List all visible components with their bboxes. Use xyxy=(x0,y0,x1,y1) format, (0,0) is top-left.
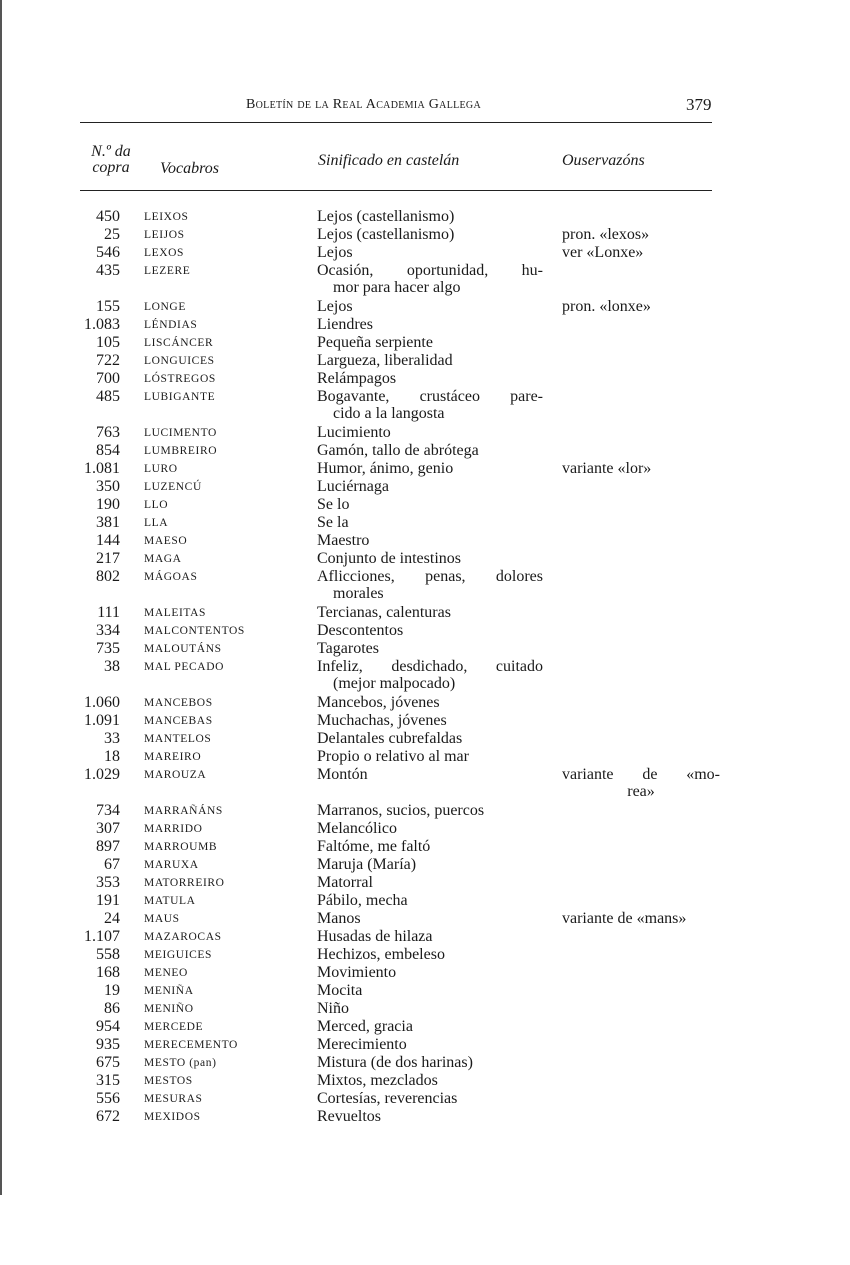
observation-text: variante de «mo- xyxy=(562,766,720,783)
meaning-text: Infeliz, desdichado, cuitado xyxy=(317,658,543,675)
meaning-cell xyxy=(317,334,543,351)
vocabulary-word: MESTOS xyxy=(144,1075,193,1087)
vocabulary-word: MEXIDOS xyxy=(144,1111,201,1123)
vocabulary-word: MANTELOS xyxy=(144,733,212,745)
meaning-cell xyxy=(317,226,543,243)
copra-number: 763 xyxy=(96,424,120,441)
vocabulary-word: LLO xyxy=(144,499,169,511)
vocabulary-word: MAGA xyxy=(144,553,182,565)
copra-number: 954 xyxy=(96,1018,120,1035)
copra-number: 1.060 xyxy=(84,694,120,711)
vocabulary-word: MALOUTÁNS xyxy=(144,643,222,655)
copra-number: 700 xyxy=(96,370,120,387)
table-row xyxy=(0,532,850,550)
meaning-text: Largueza, liberalidad xyxy=(317,352,453,369)
meaning-cell xyxy=(317,748,543,765)
copra-number: 315 xyxy=(96,1072,120,1089)
observation-text: variante «lor» xyxy=(562,460,652,477)
vocabulary-word: LUCIMENTO xyxy=(144,427,217,439)
meaning-text: Merced, gracia xyxy=(317,1018,413,1035)
vocabulary-word: MAROUZA xyxy=(144,769,207,781)
meaning-cell xyxy=(317,622,543,639)
meaning-text: Revueltos xyxy=(317,1108,381,1125)
table-row xyxy=(0,928,850,946)
meaning-text: Mocita xyxy=(317,982,363,999)
meaning-cell xyxy=(317,1036,543,1053)
table-row xyxy=(0,316,850,334)
copra-number: 802 xyxy=(96,568,120,585)
meaning-cell xyxy=(317,604,543,621)
copra-number: 897 xyxy=(96,838,120,855)
meaning-cell xyxy=(317,262,543,296)
copra-number: 854 xyxy=(96,442,120,459)
copra-number: 105 xyxy=(96,334,120,351)
table-row xyxy=(0,568,850,604)
table-row xyxy=(0,262,850,298)
meaning-text: Delantales cubrefaldas xyxy=(317,730,463,747)
meaning-cell xyxy=(317,766,543,783)
vocabulary-word: LISCÁNCER xyxy=(144,337,214,349)
meaning-cell xyxy=(317,802,543,819)
copra-number: 67 xyxy=(104,856,120,873)
meaning-cell xyxy=(317,478,543,495)
meaning-text: Tercianas, calenturas xyxy=(317,604,451,621)
table-row xyxy=(0,712,850,730)
table-row xyxy=(0,352,850,370)
meaning-cell xyxy=(317,532,543,549)
meaning-cell xyxy=(317,460,543,477)
observation-cell xyxy=(562,910,720,927)
meaning-text: Mancebos, jóvenes xyxy=(317,694,440,711)
meaning-text: Ocasión, oportunidad, hu- xyxy=(317,262,543,279)
meaning-text: Propio o relativo al mar xyxy=(317,748,469,765)
meaning-text: Montón xyxy=(317,766,368,783)
meaning-text: Tagarotes xyxy=(317,640,379,657)
table-row xyxy=(0,802,850,820)
meaning-text: Merecimiento xyxy=(317,1036,407,1053)
observation-cell xyxy=(562,766,720,800)
meaning-text: Luciérnaga xyxy=(317,478,389,495)
copra-number: 24 xyxy=(104,910,120,927)
observation-text-continued: rea» xyxy=(627,783,655,800)
copra-number: 353 xyxy=(96,874,120,891)
table-row xyxy=(0,748,850,766)
copra-number: 734 xyxy=(96,802,120,819)
observation-text: variante de «mans» xyxy=(562,910,687,927)
meaning-cell xyxy=(317,1090,543,1107)
meaning-text: Manos xyxy=(317,910,361,927)
table-row xyxy=(0,1072,850,1090)
meaning-text: Matorral xyxy=(317,874,373,891)
meaning-cell xyxy=(317,208,543,225)
meaning-cell xyxy=(317,946,543,963)
meaning-text-continued: mor para hacer algo xyxy=(333,279,461,296)
meaning-text-continued: (mejor malpocado) xyxy=(333,675,456,692)
table-row xyxy=(0,424,850,442)
meaning-text-continued: morales xyxy=(333,585,384,602)
copra-number: 191 xyxy=(96,892,120,909)
meaning-cell xyxy=(317,964,543,981)
meaning-cell xyxy=(317,550,543,567)
meaning-text: Maruja (María) xyxy=(317,856,417,873)
vocabulary-word: MAESO xyxy=(144,535,188,547)
vocabulary-word: LURO xyxy=(144,463,178,475)
vocabulary-word: MANCEBOS xyxy=(144,697,213,709)
vocabulary-word: MATORREIRO xyxy=(144,877,225,889)
observation-cell xyxy=(562,460,720,477)
meaning-cell xyxy=(317,1108,543,1125)
table-row xyxy=(0,1036,850,1054)
table-row xyxy=(0,874,850,892)
table-row xyxy=(0,658,850,694)
copra-number: 155 xyxy=(96,298,120,315)
copra-number: 25 xyxy=(104,226,120,243)
vocabulary-word: LEXOS xyxy=(144,247,185,259)
vocabulary-word: MANCEBAS xyxy=(144,715,213,727)
copra-number: 19 xyxy=(104,982,120,999)
meaning-text: Bogavante, crustáceo pare- xyxy=(317,388,543,405)
meaning-text: Se la xyxy=(317,514,349,531)
table-row xyxy=(0,1108,850,1126)
copra-number: 935 xyxy=(96,1036,120,1053)
table-row xyxy=(0,370,850,388)
vocabulary-word: MARRIDO xyxy=(144,823,203,835)
meaning-text: Muchachas, jóvenes xyxy=(317,712,447,729)
meaning-cell xyxy=(317,1072,543,1089)
vocabulary-word: LLA xyxy=(144,517,169,529)
vocabulary-word: LONGUICES xyxy=(144,355,215,367)
meaning-text: Mistura (de dos harinas) xyxy=(317,1054,473,1071)
meaning-text-continued: cido a la langosta xyxy=(333,405,445,422)
meaning-cell xyxy=(317,892,543,909)
meaning-text: Faltóme, me faltó xyxy=(317,838,431,855)
copra-number: 558 xyxy=(96,946,120,963)
meaning-text: Aflicciones, penas, dolores xyxy=(317,568,543,585)
meaning-text: Gamón, tallo de abrótega xyxy=(317,442,479,459)
table-row xyxy=(0,820,850,838)
vocabulary-word: LEZERE xyxy=(144,265,191,277)
meaning-text: Lejos (castellanismo) xyxy=(317,208,455,225)
vocabulary-word: LONGE xyxy=(144,301,186,313)
copra-number: 350 xyxy=(96,478,120,495)
table-row xyxy=(0,766,850,802)
meaning-cell xyxy=(317,298,543,315)
table-row xyxy=(0,208,850,226)
copra-number: 190 xyxy=(96,496,120,513)
meaning-text: Pequeña serpiente xyxy=(317,334,433,351)
table-row xyxy=(0,838,850,856)
meaning-text: Husadas de hilaza xyxy=(317,928,433,945)
vocabulary-word: LUZENCÚ xyxy=(144,481,202,493)
meaning-text: Lejos xyxy=(317,244,353,261)
vocabulary-word: MALEITAS xyxy=(144,607,207,619)
column-header-number xyxy=(86,144,136,176)
meaning-cell xyxy=(317,370,543,387)
copra-number: 546 xyxy=(96,244,120,261)
table-row xyxy=(0,298,850,316)
meaning-cell xyxy=(317,874,543,891)
page-number: 379 xyxy=(686,95,712,114)
copra-number: 217 xyxy=(96,550,120,567)
table-row xyxy=(0,910,850,928)
vocabulary-word: MARUXA xyxy=(144,859,199,871)
table-row xyxy=(0,244,850,262)
copra-number: 168 xyxy=(96,964,120,981)
meaning-cell xyxy=(317,694,543,711)
meaning-cell xyxy=(317,928,543,945)
vocabulary-word: MAREIRO xyxy=(144,751,202,763)
table-row xyxy=(0,550,850,568)
meaning-cell xyxy=(317,1000,543,1017)
table-row xyxy=(0,496,850,514)
vocabulary-word: LUMBREIRO xyxy=(144,445,218,457)
vocabulary-word: LÓSTREGOS xyxy=(144,373,216,385)
vocabulary-word: MEIGUICES xyxy=(144,949,213,961)
copra-number: 450 xyxy=(96,208,120,225)
meaning-cell xyxy=(317,514,543,531)
copra-number: 334 xyxy=(96,622,120,639)
meaning-text: Marranos, sucios, puercos xyxy=(317,802,485,819)
table-row xyxy=(0,460,850,478)
meaning-cell xyxy=(317,712,543,729)
meaning-cell xyxy=(317,856,543,873)
meaning-text: Mixtos, mezclados xyxy=(317,1072,438,1089)
vocabulary-word: MAUS xyxy=(144,913,180,925)
copra-number: 1.107 xyxy=(84,928,120,945)
table-row xyxy=(0,640,850,658)
copra-number: 86 xyxy=(104,1000,120,1017)
vocabulary-word: MERECEMENTO xyxy=(144,1039,238,1051)
copra-number: 722 xyxy=(96,352,120,369)
meaning-cell xyxy=(317,244,543,261)
meaning-text: Hechizos, embeleso xyxy=(317,946,445,963)
meaning-cell xyxy=(317,442,543,459)
table-row xyxy=(0,694,850,712)
column-header-number-line1: N.º da xyxy=(91,143,131,160)
meaning-cell xyxy=(317,1018,543,1035)
copra-number: 38 xyxy=(104,658,120,675)
table-row xyxy=(0,1054,850,1072)
meaning-text: Conjunto de intestinos xyxy=(317,550,461,567)
meaning-cell xyxy=(317,496,543,513)
observation-cell xyxy=(562,298,720,315)
table-row xyxy=(0,442,850,460)
meaning-cell xyxy=(317,982,543,999)
copra-number: 735 xyxy=(96,640,120,657)
running-head: Boletín de la Real Academia Gallega xyxy=(246,97,481,112)
meaning-text: Liendres xyxy=(317,316,373,333)
table-row xyxy=(0,226,850,244)
copra-number: 381 xyxy=(96,514,120,531)
meaning-cell xyxy=(317,838,543,855)
copra-number: 1.091 xyxy=(84,712,120,729)
meaning-cell xyxy=(317,316,543,333)
vocabulary-word: MATULA xyxy=(144,895,196,907)
vocabulary-word: MENEO xyxy=(144,967,188,979)
header-rule xyxy=(80,122,712,123)
table-row xyxy=(0,892,850,910)
meaning-text: Se lo xyxy=(317,496,350,513)
meaning-text: Lejos xyxy=(317,298,353,315)
column-header-number-line2: copra xyxy=(92,159,130,176)
vocabulary-word: MENIÑA xyxy=(144,985,194,997)
meaning-text: Melancólico xyxy=(317,820,397,837)
vocabulary-word: MERCEDE xyxy=(144,1021,204,1033)
copra-number: 435 xyxy=(96,262,120,279)
table-header-rule xyxy=(80,190,712,191)
meaning-text: Lejos (castellanismo) xyxy=(317,226,455,243)
meaning-cell xyxy=(317,910,543,927)
meaning-cell xyxy=(317,352,543,369)
observation-cell xyxy=(562,244,720,261)
meaning-text: Pábilo, mecha xyxy=(317,892,408,909)
meaning-cell xyxy=(317,424,543,441)
copra-number: 1.083 xyxy=(84,316,120,333)
meaning-cell xyxy=(317,730,543,747)
vocabulary-word: MÁGOAS xyxy=(144,571,198,583)
observation-text: pron. «lonxe» xyxy=(562,298,651,315)
table-row xyxy=(0,1000,850,1018)
table-row xyxy=(0,334,850,352)
copra-number: 111 xyxy=(97,604,120,621)
column-header-vocabulary: Vocabros xyxy=(160,160,219,177)
table-row xyxy=(0,856,850,874)
vocabulary-word: LEIJOS xyxy=(144,229,185,241)
meaning-cell xyxy=(317,1054,543,1071)
vocabulary-word: MALCONTENTOS xyxy=(144,625,245,637)
table-row xyxy=(0,388,850,424)
table-row xyxy=(0,1018,850,1036)
copra-number: 1.029 xyxy=(84,766,120,783)
observation-text: pron. «lexos» xyxy=(562,226,650,243)
table-row xyxy=(0,622,850,640)
observation-cell xyxy=(562,226,720,243)
meaning-text: Movimiento xyxy=(317,964,397,981)
meaning-cell xyxy=(317,388,543,422)
vocabulary-word: MESURAS xyxy=(144,1093,203,1105)
vocabulary-word: MARROUMB xyxy=(144,841,218,853)
column-header-meaning: Sinificado en castelán xyxy=(318,152,460,169)
meaning-text: Descontentos xyxy=(317,622,404,639)
copra-number: 556 xyxy=(96,1090,120,1107)
meaning-cell xyxy=(317,820,543,837)
table-row xyxy=(0,946,850,964)
meaning-text: Cortesías, reverencias xyxy=(317,1090,458,1107)
table-row xyxy=(0,964,850,982)
copra-number: 672 xyxy=(96,1108,120,1125)
meaning-text: Relámpagos xyxy=(317,370,397,387)
copra-number: 18 xyxy=(104,748,120,765)
vocabulary-word: MAZAROCAS xyxy=(144,931,222,943)
column-header-observations: Ouservazóns xyxy=(562,152,645,169)
copra-number: 675 xyxy=(96,1054,120,1071)
meaning-text: Niño xyxy=(317,1000,349,1017)
copra-number: 1.081 xyxy=(84,460,120,477)
observation-text: ver «Lonxe» xyxy=(562,244,644,261)
vocabulary-word: MESTO (pan) xyxy=(144,1057,217,1069)
table-row xyxy=(0,1090,850,1108)
vocabulary-word: MENIÑO xyxy=(144,1003,194,1015)
vocabulary-word: LÉNDIAS xyxy=(144,319,198,331)
meaning-text: Lucimiento xyxy=(317,424,391,441)
vocabulary-word: MARRAÑÁNS xyxy=(144,805,223,817)
copra-number: 144 xyxy=(96,532,120,549)
vocabulary-word: MAL PECADO xyxy=(144,661,225,673)
vocabulary-word: LUBIGANTE xyxy=(144,391,216,403)
meaning-cell xyxy=(317,658,543,692)
table-row xyxy=(0,478,850,496)
meaning-cell xyxy=(317,568,543,602)
table-row xyxy=(0,514,850,532)
table-row xyxy=(0,982,850,1000)
table-row xyxy=(0,730,850,748)
meaning-cell xyxy=(317,640,543,657)
copra-number: 33 xyxy=(104,730,120,747)
glossary-table xyxy=(0,208,850,1126)
vocabulary-word: LEIXOS xyxy=(144,211,189,223)
copra-number: 307 xyxy=(96,820,120,837)
table-row xyxy=(0,604,850,622)
copra-number: 485 xyxy=(96,388,120,405)
meaning-text: Maestro xyxy=(317,532,370,549)
meaning-text: Humor, ánimo, genio xyxy=(317,460,454,477)
